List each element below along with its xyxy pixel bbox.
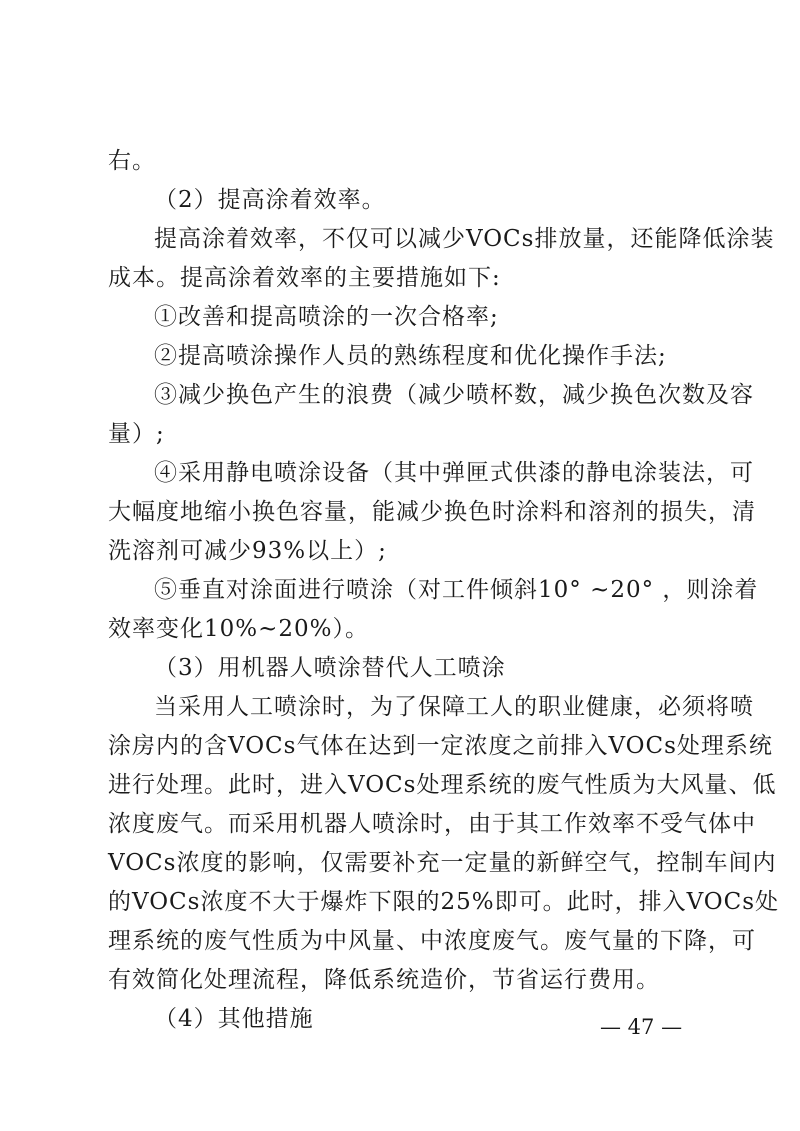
- list-item-1: ①改善和提高喷涂的一次合格率;: [154, 304, 499, 330]
- paragraph-line: 当采用人工喷涂时，为了保障工人的职业健康，必须将喷: [154, 694, 754, 720]
- body-line-continuation: 右。: [108, 148, 156, 174]
- section-heading-4: （4）其他措施: [154, 1006, 314, 1032]
- list-item-4: ④采用静电喷涂设备（其中弹匣式供漆的静电涂装法，可: [154, 460, 754, 486]
- list-item-5: ⑤垂直对涂面进行喷涂（对工件倾斜10° ~20° ，则涂着: [154, 577, 759, 603]
- paragraph-line: VOCs浓度的影响，仅需要补充一定量的新鲜空气，控制车间内: [108, 850, 777, 876]
- page-number: — 47 —: [600, 1015, 683, 1039]
- list-item-4-continuation: 大幅度地缩小换色容量，能减少换色时涂料和溶剂的损失，清: [108, 499, 756, 525]
- paragraph-line: 涂房内的含VOCs气体在达到一定浓度之前排入VOCs处理系统: [108, 733, 773, 759]
- section-heading-3: （3）用机器人喷涂替代人工喷涂: [154, 655, 506, 681]
- paragraph-line: 浓度废气。而采用机器人喷涂时，由于其工作效率不受气体中: [108, 811, 756, 837]
- document-body: [108, 142, 780, 1039]
- list-item-2: ②提高喷涂操作人员的熟练程度和优化操作手法;: [154, 343, 667, 369]
- list-item-5-continuation: 效率变化10%~20%）。: [108, 616, 370, 642]
- paragraph-line: 进行处理。此时，进入VOCs处理系统的废气性质为大风量、低: [108, 772, 777, 798]
- list-item-3-continuation: 量）;: [108, 421, 165, 447]
- paragraph-line: 提高涂着效率，不仅可以减少VOCs排放量，还能降低涂装: [154, 226, 775, 252]
- paragraph-line: 有效简化处理流程，降低系统造价，节省运行费用。: [108, 967, 660, 993]
- paragraph-line: 成本。提高涂着效率的主要措施如下:: [108, 265, 501, 291]
- paragraph-line: 的VOCs浓度不大于爆炸下限的25%即可。此时，排入VOCs处: [108, 889, 780, 915]
- section-heading-2: （2）提高涂着效率。: [154, 187, 386, 213]
- list-item-4-continuation: 洗溶剂可减少93%以上）;: [108, 538, 387, 564]
- list-item-3: ③减少换色产生的浪费（减少喷杯数，减少换色次数及容: [154, 382, 754, 408]
- paragraph-line: 理系统的废气性质为中风量、中浓度废气。废气量的下降，可: [108, 928, 756, 954]
